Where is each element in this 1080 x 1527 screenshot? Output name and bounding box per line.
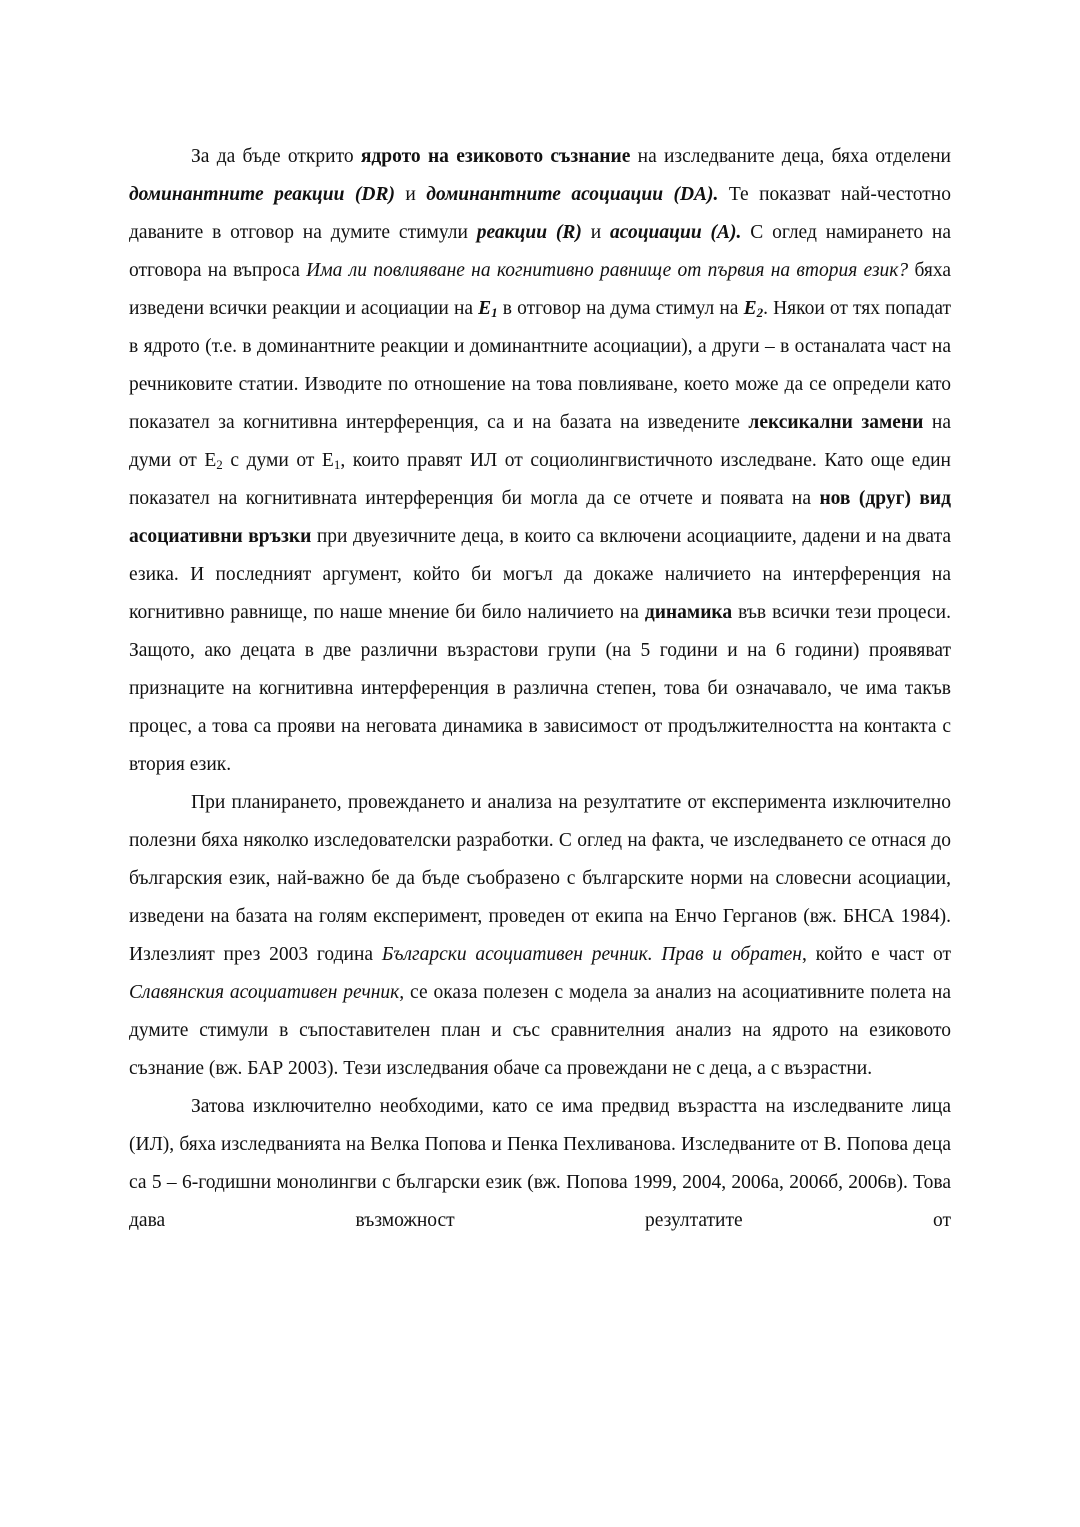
text-span: , който е част от bbox=[801, 944, 952, 965]
paragraph bbox=[129, 784, 951, 1088]
text-span: и bbox=[581, 222, 611, 243]
text-span: с думи от Е bbox=[222, 450, 334, 471]
text-span: Славянския асоциативен речник, bbox=[129, 982, 405, 1003]
text-span: във всички тези процеси. Защото, ако децата в две различни възрастови групи (на 5 години и на 6 години) проявяват признаците на когнитивна интерференция в различна степен, това би означавало, че има такъв процес, а това са прояви на неговата динамика в зависимост от продължителността на контакта с втория език. bbox=[129, 602, 951, 775]
text-span: Те показват най-честотно даваните в отговор на думите стимули bbox=[129, 184, 951, 243]
paragraph bbox=[129, 1088, 951, 1240]
text-span: 2 bbox=[756, 305, 764, 320]
text-span: При планирането, провеждането и анализа на резултатите от експеримента изключително полезни бяха няколко изследователски разработки. С оглед на факта, че изследването се отнася до българския език, най-важно бе да бъде съобразено с българските норми на словесни асоциации, изведени на базата на голям експеримент, проведен от екипа на Енчо Герганов (вж. БНСА 1984). Излезлият през 2003 година bbox=[129, 792, 951, 965]
text-span: , които правят ИЛ от социолингвистичното изследване. Като още един показател на когнитивната интерференция би могла да се отчете и появата на bbox=[129, 450, 951, 509]
text-span: асоциации (A). bbox=[610, 222, 742, 243]
text-span: лексикални замени bbox=[748, 412, 924, 433]
text-span: бяха изведени всички реакции и асоциации на bbox=[129, 260, 952, 319]
text-span: реакции (R) bbox=[476, 222, 582, 243]
text-span: нов (друг) вид асоциативни връзки bbox=[129, 488, 951, 547]
text-span: 2 bbox=[216, 457, 223, 472]
text-span: E bbox=[743, 298, 757, 319]
text-span: на изследваните деца, бяха отделени bbox=[630, 146, 951, 167]
text-span: E bbox=[478, 298, 492, 319]
text-span: Има ли повлияване на когнитивно равнище от първия на втория език? bbox=[306, 260, 909, 281]
text-span: доминантните реакции (DR) bbox=[129, 184, 395, 205]
text-span: при двуезичните деца, в които са включени асоциациите, дадени и на двата езика. И последният аргумент, който би могъл да докаже наличието на интерференция на когнитивно равнище, по наше мнение би било наличието на bbox=[129, 526, 951, 623]
text-span: 1 bbox=[491, 305, 498, 320]
text-span: Затова изключително необходими, като се има предвид възрастта на изследваните лица (ИЛ), бяха изследванията на Велка Попова и Пенка Пехливанова. Изследваните от В. Попова деца са 5 – 6-годишни монолингви с български език (вж. Попова 1999, 2004, 2006а, 2006б, 2006в). Това дава възможност резултатите от bbox=[129, 1096, 951, 1231]
text-span: ядрото на езиковото съзнание bbox=[360, 146, 631, 167]
text-span: За да бъде открито bbox=[191, 146, 361, 167]
text-span: на думи от Е bbox=[129, 412, 951, 471]
text-span: . Някои от тях попадат в ядрото (т.е. в доминантните реакции и доминантните асоциации), а други – в останалата част на речниковите статии. Изводите по отношение на това повлияване, което може да се определи като показател за когнитивна интерференция, са и на базата на изведените bbox=[129, 298, 951, 433]
text-span: в отговор на дума стимул на bbox=[497, 298, 744, 319]
body-text bbox=[129, 138, 951, 1240]
text-span: 1 bbox=[333, 457, 341, 472]
text-span: доминантните асоциации (DA). bbox=[426, 184, 719, 205]
text-span: се оказа полезен с модела за анализ на асоциативните полета на думите стимули в съпоставителен план и със сравнителния анализ на ядрото на езиковото съзнание (вж. БАР 2003). Тези изследвания обаче са провеждани не с деца, а с възрастни. bbox=[129, 982, 951, 1079]
text-span: Български асоциативен речник. Прав и обратен bbox=[381, 944, 802, 965]
text-span: С оглед намирането на отговора на въпроса bbox=[129, 222, 952, 281]
paragraph bbox=[129, 138, 951, 784]
text-span: и bbox=[394, 184, 427, 205]
text-span: динамика bbox=[644, 602, 733, 623]
